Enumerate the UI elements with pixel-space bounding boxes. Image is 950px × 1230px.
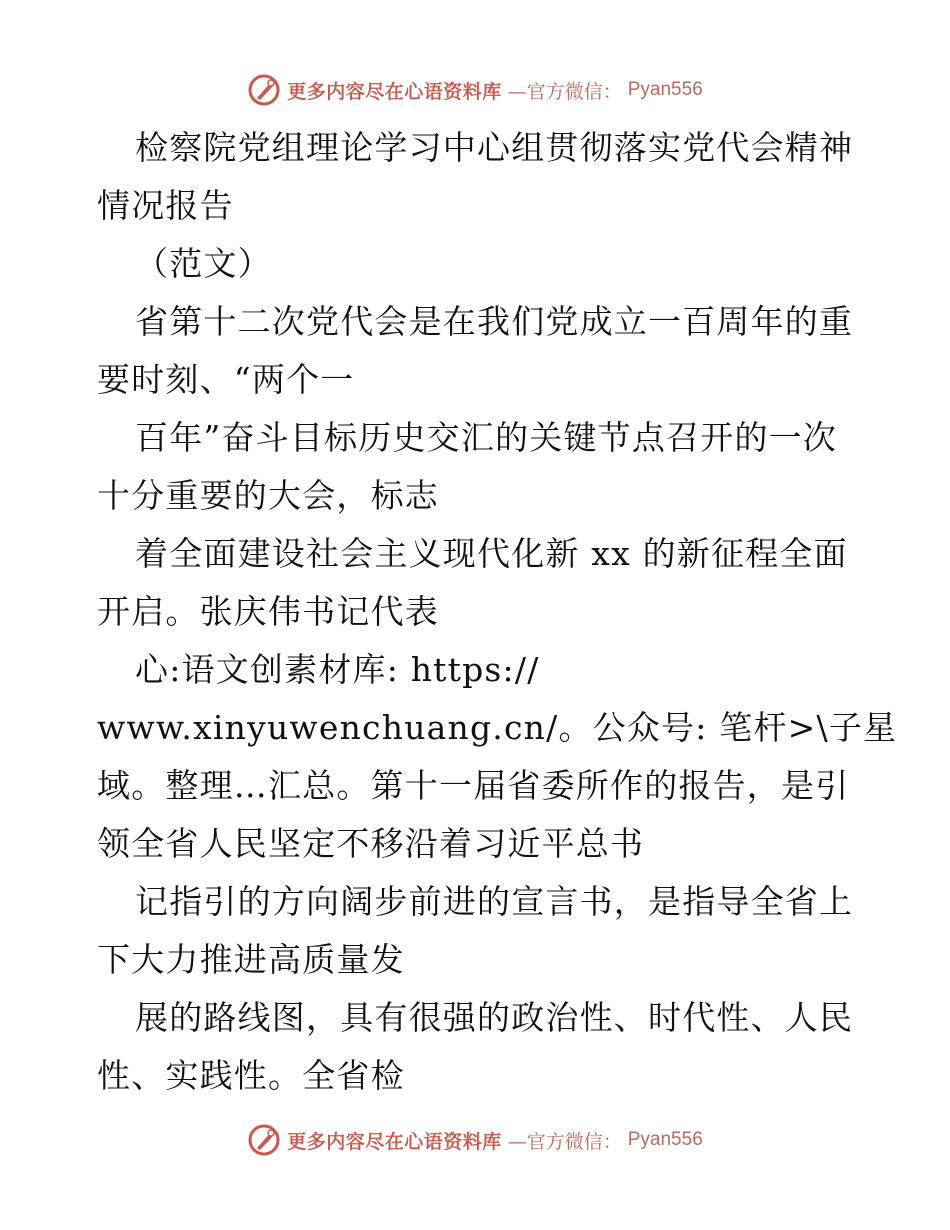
banner-wechat-label: —官方微信： bbox=[507, 1130, 622, 1153]
document-line: 十分重要的大会，标志 bbox=[97, 476, 439, 515]
document-line: 性、实践性。全省检 bbox=[97, 1056, 405, 1095]
banner-title: 更多内容尽在心语资料库 bbox=[287, 1130, 502, 1153]
document-line: 域。整理…汇总。第十一届省委所作的报告，是引 bbox=[97, 766, 850, 805]
document-line: 要时刻、“两个一 bbox=[97, 360, 355, 399]
document-line: 着全面建设社会主义现代化新 xx 的新征程全面 bbox=[135, 534, 848, 573]
banner-wechat-id: Pyan556 bbox=[627, 79, 703, 100]
document-line: www.xinyuwenchuang.cn/。公众号: 笔杆>\子星 bbox=[97, 708, 898, 747]
footer-banner bbox=[0, 1120, 950, 1160]
document-line: 情况报告 bbox=[97, 186, 234, 225]
document-line: 百年”奋斗目标历史交汇的关键节点召开的一次 bbox=[135, 418, 838, 457]
quill-pen-circle-icon bbox=[247, 1123, 281, 1157]
banner-wechat-id: Pyan556 bbox=[627, 1129, 703, 1150]
quill-pen-circle-icon bbox=[247, 73, 281, 107]
banner-title: 更多内容尽在心语资料库 bbox=[287, 80, 502, 103]
header-banner bbox=[0, 70, 950, 110]
document-line: 下大力推进高质量发 bbox=[97, 940, 405, 979]
document-line: 检察院党组理论学习中心组贯彻落实党代会精神 bbox=[135, 128, 854, 167]
document-line: 省第十二次党代会是在我们党成立一百周年的重 bbox=[135, 302, 854, 341]
document-line: 领全省人民坚定不移沿着习近平总书 bbox=[97, 824, 645, 863]
document-line: （范文） bbox=[135, 244, 272, 283]
document-line: 展的路线图，具有很强的政治性、时代性、人民 bbox=[135, 998, 854, 1037]
banner-wechat-label: —官方微信： bbox=[507, 80, 622, 103]
document-line: 开启。张庆伟书记代表 bbox=[97, 592, 439, 631]
document-line: 记指引的方向阔步前进的宣言书，是指导全省上 bbox=[135, 882, 854, 921]
document-line: 心:语文创素材库: https:// bbox=[135, 650, 540, 689]
